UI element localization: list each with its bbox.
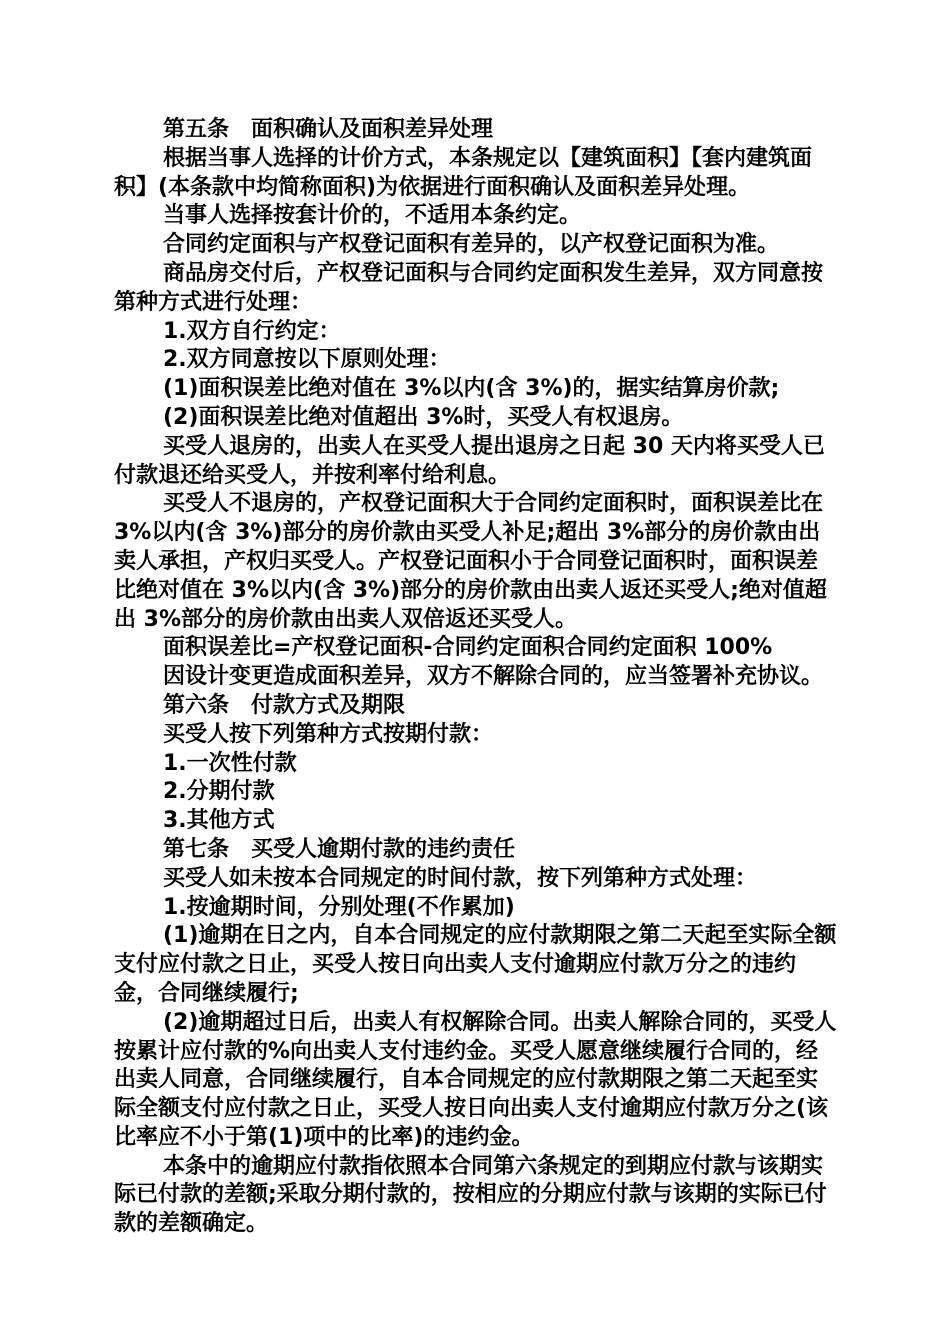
paragraph: 合同约定面积与产权登记面积有差异的，以产权登记面积为准。: [163, 232, 780, 258]
list-item: 3.其他方式: [163, 808, 275, 834]
formula-line: 面积误差比=产权登记面积-合同约定面积合同约定面积 100%: [163, 635, 773, 661]
article-5-heading: 第五条 面积确认及面积差异处理: [163, 117, 494, 142]
paragraph: 买受人退房的，出卖人在买受人提出退房之日起 30 天内将买受人已付款退还给买受人，并按利率付给利息。: [114, 433, 825, 488]
list-item: (2)面积误差比绝对值超出 3%时，买受人有权退房。: [163, 404, 684, 430]
paragraph: 商品房交付后，产权登记面积与合同约定面积发生差异，双方同意按第种方式进行处理：: [114, 260, 824, 315]
paragraph: (1)逾期在日之内，自本合同规定的应付款期限之第二天起至实际全额支付应付款之日止，买受人按日向出卖人支付逾期应付款万分之的违约金，合同继续履行;: [114, 923, 837, 1006]
list-item: 1.按逾期时间，分别处理(不作累加): [163, 894, 515, 920]
article-7-heading: 第七条 买受人逾期付款的违约责任: [163, 836, 516, 862]
paragraph: (2)逾期超过日后，出卖人有权解除合同。出卖人解除合同的，买受人按累计应付款的%向出卖人支付违约金。买受人愿意继续履行合同的，经出卖人同意，合同继续履行，自本合同规定的应付款期限之第二天起至实际全额支付应付款之日止，买受人按日向出卖人支付逾期应付款万分之(该比率应不小于第(1)项中的比率)的违约金。: [114, 1009, 837, 1150]
list-item: 2.分期付款: [163, 779, 275, 805]
list-item: 2.双方同意按以下原则处理：: [163, 347, 451, 373]
paragraph: 根据当事人选择的计价方式，本条规定以【建筑面积】【套内建筑面积】(本条款中均简称面积)为依据进行面积确认及面积差异处理。: [114, 145, 813, 200]
list-item: 1.一次性付款: [163, 750, 297, 776]
paragraph: 本条中的逾期应付款指依照本合同第六条规定的到期应付款与该期实际已付款的差额;采取分期付款的，按相应的分期应付款与该期的实际已付款的差额确定。: [114, 1153, 827, 1237]
paragraph: 买受人不退房的，产权登记面积大于合同约定面积时，面积误差比在 3%以内(含 3%)部分的房价款由买受人补足;超出 3%部分的房价款由出卖人承担，产权归买受人。产权登记面积小于合同登记面积时，面积误差比绝对值在 3%以内(含 3%)部分的房价款由出卖人返还买受人;绝对值超出 3%部分的房价款由出卖人双倍返还买受人。: [114, 491, 827, 632]
list-item: 1.双方自行约定：: [163, 318, 341, 344]
paragraph: 买受人如未按本合同规定的时间付款，按下列第种方式处理：: [163, 865, 758, 891]
article-6-heading: 第六条 付款方式及期限: [163, 692, 406, 718]
paragraph: 当事人选择按套计价的，不适用本条约定。: [163, 203, 582, 229]
paragraph: 因设计变更造成面积差异，双方不解除合同的，应当签署补充协议。: [163, 664, 824, 690]
list-item: (1)面积误差比绝对值在 3%以内(含 3%)的，据实结算房价款;: [163, 376, 780, 402]
paragraph: 买受人按下列第种方式按期付款：: [163, 721, 494, 747]
document-body: [114, 116, 839, 1239]
